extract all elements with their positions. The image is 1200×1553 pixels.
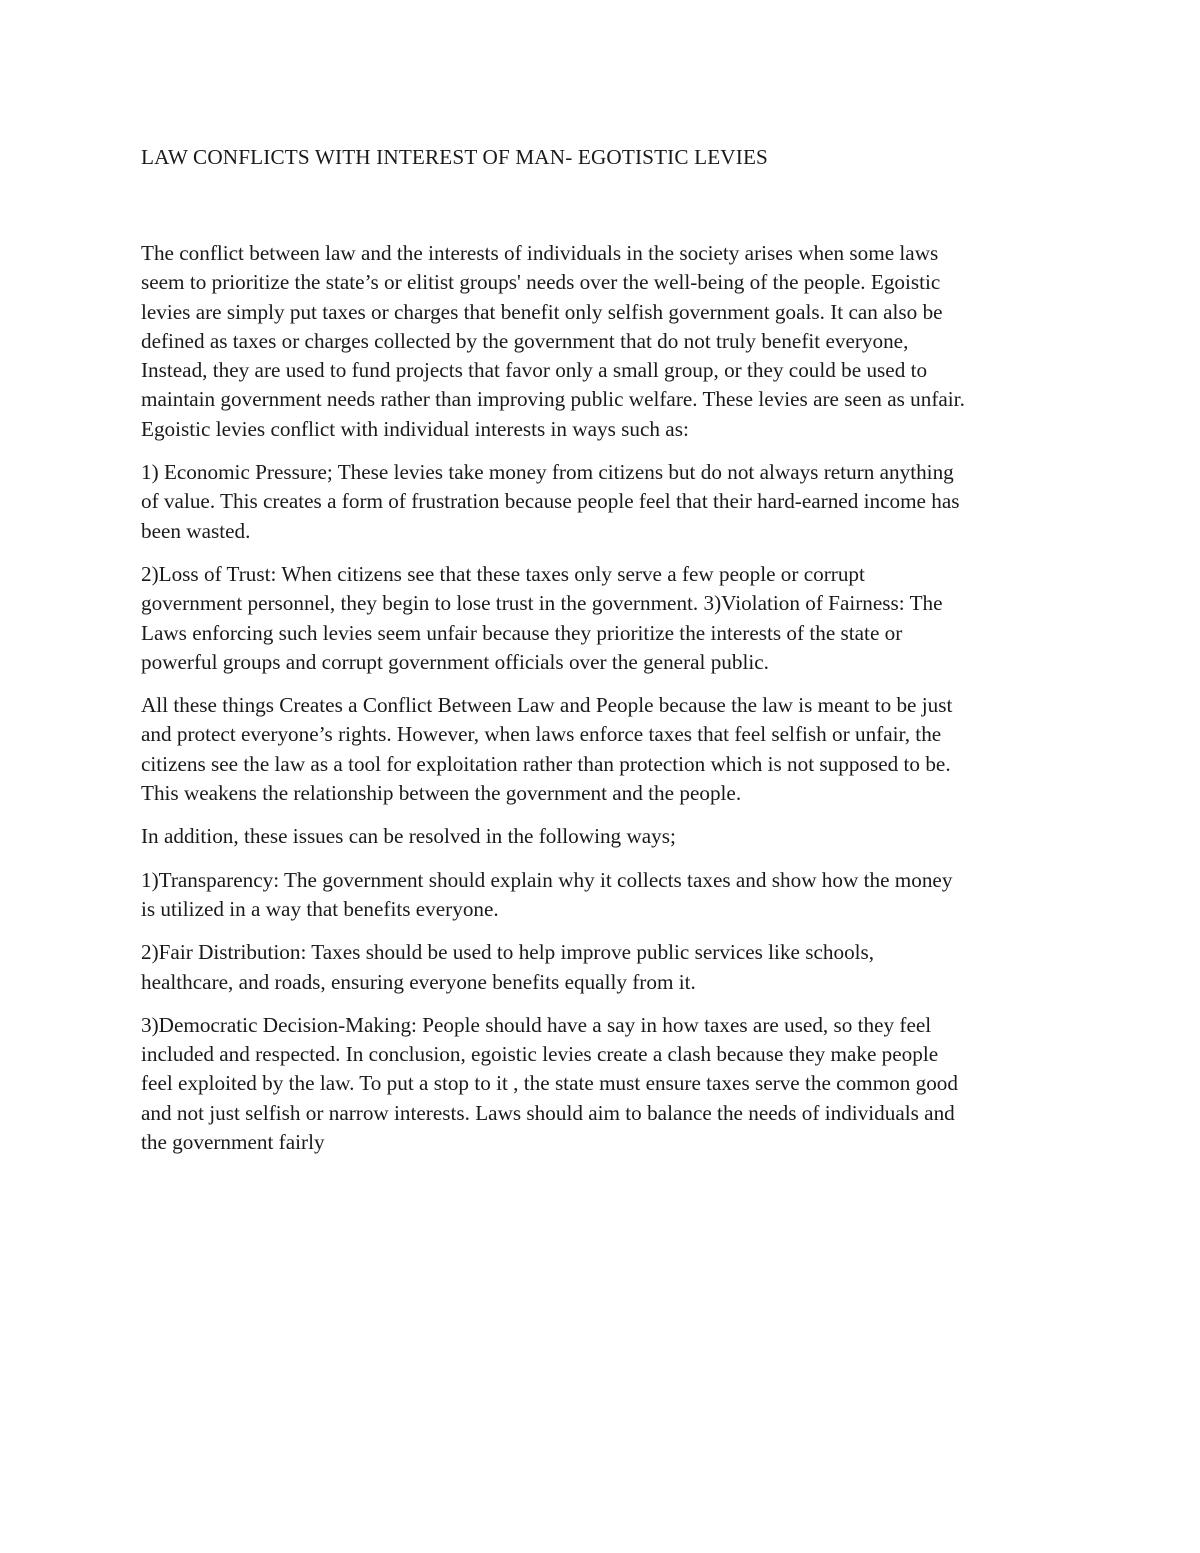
paragraph-loss-of-trust: 2)Loss of Trust: When citizens see that these taxes only serve a few people or corrupt government personnel, they begin to lose trust in the government. 3)Violation of Fairness: The Laws enforcing such levies seem unfair because they prioritize the interests of the state or powerful groups and corrupt government officials over the general public. bbox=[141, 561, 943, 674]
document-body bbox=[141, 143, 1061, 1171]
paragraph-democratic-decision-making: 3)Democratic Decision-Making: People should have a say in how taxes are used, so they feel included and respected. In conclusion, egoistic levies create a clash because they make people feel exploited by the law. To put a stop to it , the state must ensure taxes serve the common good and not just selfish or narrow interests. Laws should aim to balance the needs of individuals and the government fairly bbox=[141, 1012, 958, 1155]
paragraph-resolution-intro: In addition, these issues can be resolved in the following ways; bbox=[141, 824, 676, 849]
paragraph-transparency: 1)Transparency: The government should explain why it collects taxes and show how the money is utilized in a way that benefits everyone. bbox=[141, 867, 953, 921]
paragraph-economic-pressure: 1) Economic Pressure; These levies take money from citizens but do not always return anything of value. This creates a form of frustration because people feel that their hard-earned income has been wasted. bbox=[141, 460, 960, 543]
paragraph-intro: The conflict between law and the interests of individuals in the society arises when some laws seem to prioritize the state’s or elitist groups' needs over the well-being of the people. Egoistic levies are simply put taxes or charges that benefit only selfish government goals. It can also be defined as taxes or charges collected by the government that do not truly benefit everyone, Instead, they are used to fund projects that favor only a small group, or they could be used to maintain government needs rather than improving public welfare. These levies are seen as unfair. Egoistic levies conflict with individual interests in ways such as: bbox=[141, 241, 965, 441]
paragraph-fair-distribution: 2)Fair Distribution: Taxes should be used to help improve public services like schools, healthcare, and roads, ensuring everyone benefits equally from it. bbox=[141, 940, 875, 994]
paragraph-conflict-summary: All these things Creates a Conflict Between Law and People because the law is meant to be just and protect everyone’s rights. However, when laws enforce taxes that feel selfish or unfair, the citizens see the law as a tool for exploitation rather than protection which is not supposed to be. This weakens the relationship between the government and the people. bbox=[141, 693, 953, 806]
document-title: LAW CONFLICTS WITH INTEREST OF MAN- EGOTISTIC LEVIES bbox=[141, 145, 768, 169]
